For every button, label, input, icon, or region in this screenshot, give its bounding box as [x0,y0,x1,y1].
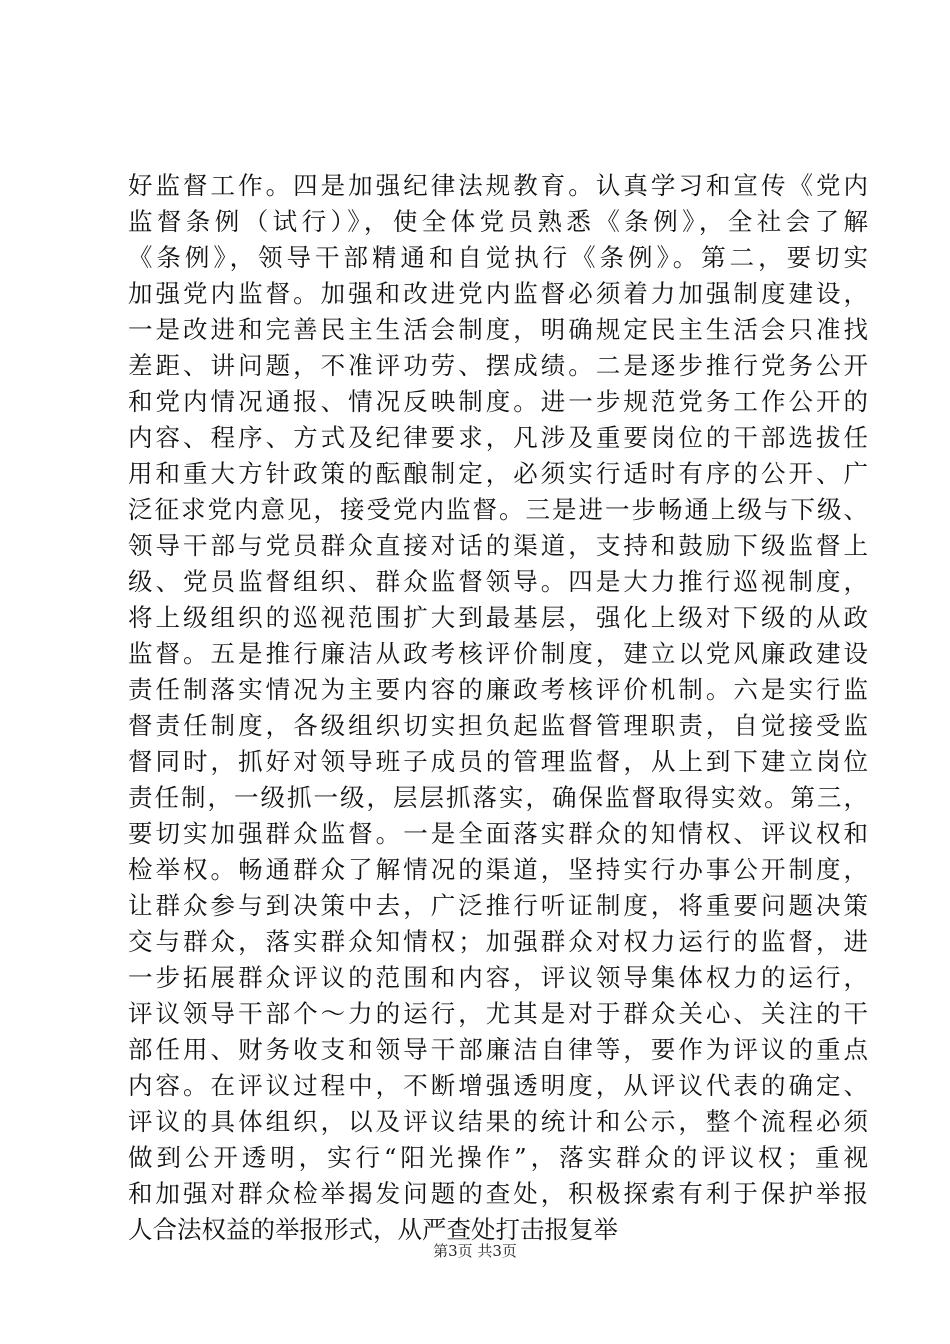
text-line: 一步拓展群众评议的范围和内容，评议领导集体权力的运行， [128,963,868,992]
text-line: 人合法权益的举报形式，从严查处打击报复举 [128,1215,618,1244]
text-line: 差距、讲问题，不准评功劳、摆成绩。二是逐步推行党务公开 [128,351,868,380]
text-line: 和加强对群众检举揭发问题的查处，积极探索有利于保护举报 [128,1179,868,1208]
text-line: 评议领导干部个～力的运行，尤其是对于群众关心、关注的干 [128,999,868,1028]
text-line: 让群众参与到决策中去，广泛推行听证制度，将重要问题决策 [128,891,868,920]
text-line: 检举权。畅通群众了解情况的渠道，坚持实行办事公开制度， [128,855,868,884]
text-line: 部任用、财务收支和领导干部廉洁自律等，要作为评议的重点 [128,1035,868,1064]
text-line: 内容。在评议过程中，不断增强透明度，从评议代表的确定、 [128,1071,868,1100]
text-line: 监督。五是推行廉洁从政考核评价制度，建立以党风廉政建设 [128,639,868,668]
page-number-footer: 第3页 共3页 [433,1242,517,1260]
text-line: 内容、程序、方式及纪律要求，凡涉及重要岗位的干部选拔任 [128,423,868,452]
text-line: 级、党员监督组织、群众监督领导。四是大力推行巡视制度， [128,567,868,596]
text-line: 责任制落实情况为主要内容的廉政考核评价机制。六是实行监 [128,675,868,704]
text-line: 一是改进和完善民主生活会制度，明确规定民主生活会只准找 [128,315,868,344]
body-text [128,168,868,1248]
text-line: 《条例》，领导干部精通和自觉执行《条例》。第二，要切实 [128,243,868,272]
text-line: 交与群众，落实群众知情权；加强群众对权力运行的监督，进 [128,927,868,956]
text-line: 督责任制度，各级组织切实担负起监督管理职责，自觉接受监 [128,711,868,740]
text-line: 加强党内监督。加强和改进党内监督必须着力加强制度建设， [128,279,868,308]
text-line: 和党内情况通报、情况反映制度。进一步规范党务工作公开的 [128,387,868,416]
text-line: 督同时，抓好对领导班子成员的管理监督，从上到下建立岗位 [128,747,868,776]
text-line: 评议的具体组织，以及评议结果的统计和公示，整个流程必须 [128,1107,868,1136]
text-line: 做到公开透明，实行“阳光操作”，落实群众的评议权；重视 [128,1143,868,1172]
text-line: 将上级组织的巡视范围扩大到最基层，强化上级对下级的从政 [128,603,868,632]
text-line: 用和重大方针政策的酝酿制定，必须实行适时有序的公开、广 [128,459,868,488]
text-line: 要切实加强群众监督。一是全面落实群众的知情权、评议权和 [128,819,868,848]
text-line: 领导干部与党员群众直接对话的渠道，支持和鼓励下级监督上 [128,531,868,560]
text-line: 责任制，一级抓一级，层层抓落实，确保监督取得实效。第三， [128,783,868,812]
text-line: 好监督工作。四是加强纪律法规教育。认真学习和宣传《党内 [128,171,868,200]
text-line: 泛征求党内意见，接受党内监督。三是进一步畅通上级与下级、 [128,495,868,524]
text-line: 监督条例（试行）》，使全体党员熟悉《条例》，全社会了解 [128,207,868,236]
